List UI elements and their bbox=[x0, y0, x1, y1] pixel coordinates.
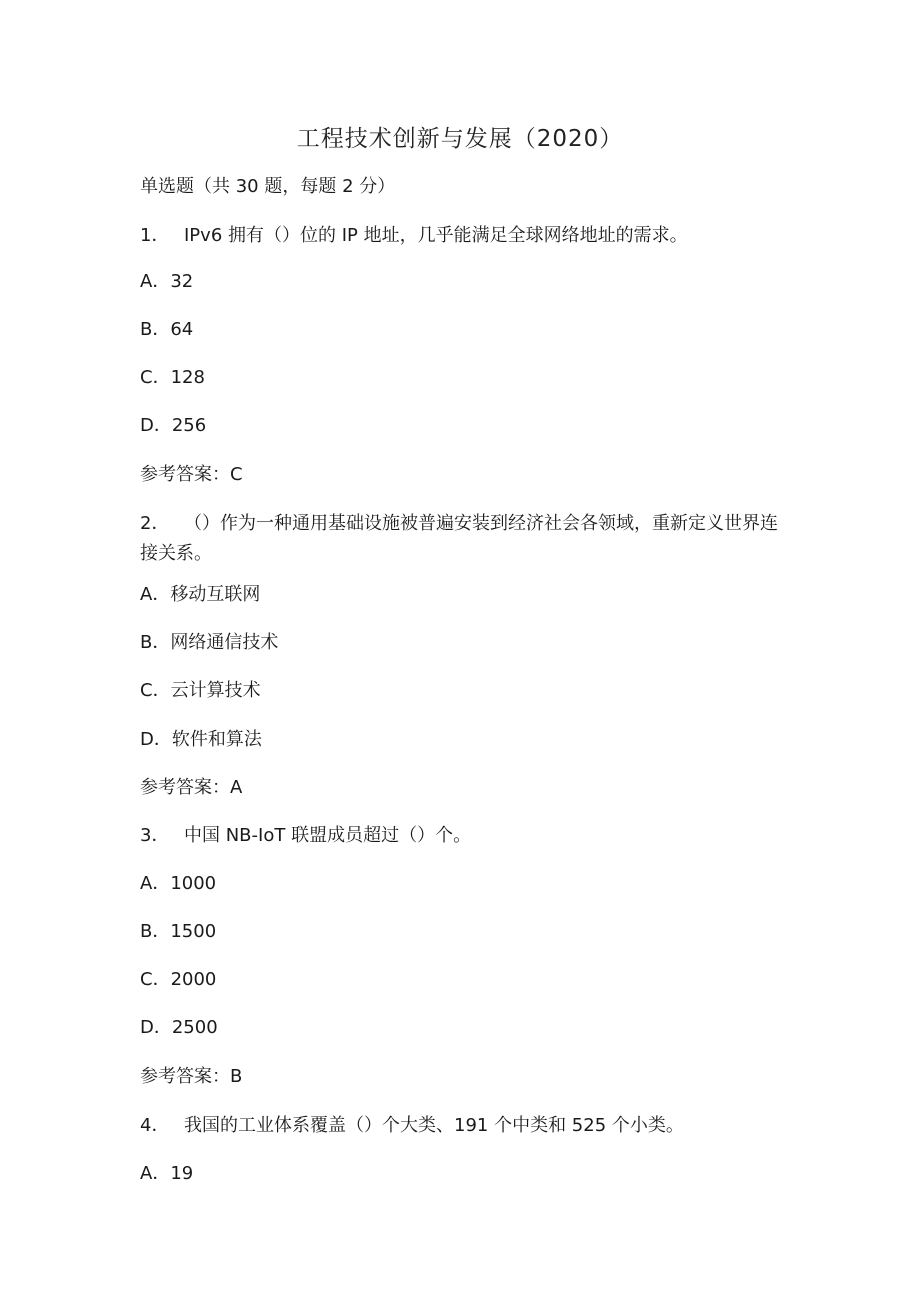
option-3d: D．2500 bbox=[140, 1017, 218, 1038]
question-text: 我国的工业体系覆盖（）个大类、191 个中类和 525 个小类。 bbox=[184, 1115, 684, 1136]
option-2a: A．移动互联网 bbox=[140, 584, 261, 605]
question-4 bbox=[140, 1115, 684, 1137]
answer-2: 参考答案：A bbox=[140, 777, 243, 798]
question-3 bbox=[140, 825, 471, 847]
question-number: 1． bbox=[140, 225, 170, 246]
option-1a: A．32 bbox=[140, 271, 194, 292]
answer-3: 参考答案：B bbox=[140, 1066, 243, 1087]
question-number: 4． bbox=[140, 1115, 170, 1136]
option-1c: C．128 bbox=[140, 367, 205, 388]
document-title: 工程技术创新与发展（2020） bbox=[296, 126, 624, 152]
option-1b: B．64 bbox=[140, 319, 194, 340]
question-number: 3． bbox=[140, 825, 170, 846]
option-1d: D．256 bbox=[140, 415, 207, 436]
question-1 bbox=[140, 225, 688, 247]
question-text: IPv6 拥有（）位的 IP 地址，几乎能满足全球网络地址的需求。 bbox=[184, 225, 688, 246]
option-2c: C．云计算技术 bbox=[140, 680, 261, 701]
question-text: 中国 NB-IoT 联盟成员超过（）个。 bbox=[184, 825, 472, 846]
question-text: （）作为一种通用基础设施被普遍安装到经济社会各领域，重新定义世界连接关系。 bbox=[140, 513, 778, 564]
option-3c: C．2000 bbox=[140, 969, 217, 990]
option-3a: A．1000 bbox=[140, 873, 217, 894]
option-2b: B．网络通信技术 bbox=[140, 632, 279, 653]
answer-1: 参考答案：C bbox=[140, 464, 243, 485]
section-header: 单选题（共 30 题，每题 2 分） bbox=[140, 176, 396, 197]
question-2 bbox=[140, 509, 790, 569]
option-2d: D．软件和算法 bbox=[140, 729, 262, 750]
question-number: 2． bbox=[140, 513, 170, 534]
option-4a: A．19 bbox=[140, 1163, 194, 1184]
option-3b: B．1500 bbox=[140, 921, 217, 942]
